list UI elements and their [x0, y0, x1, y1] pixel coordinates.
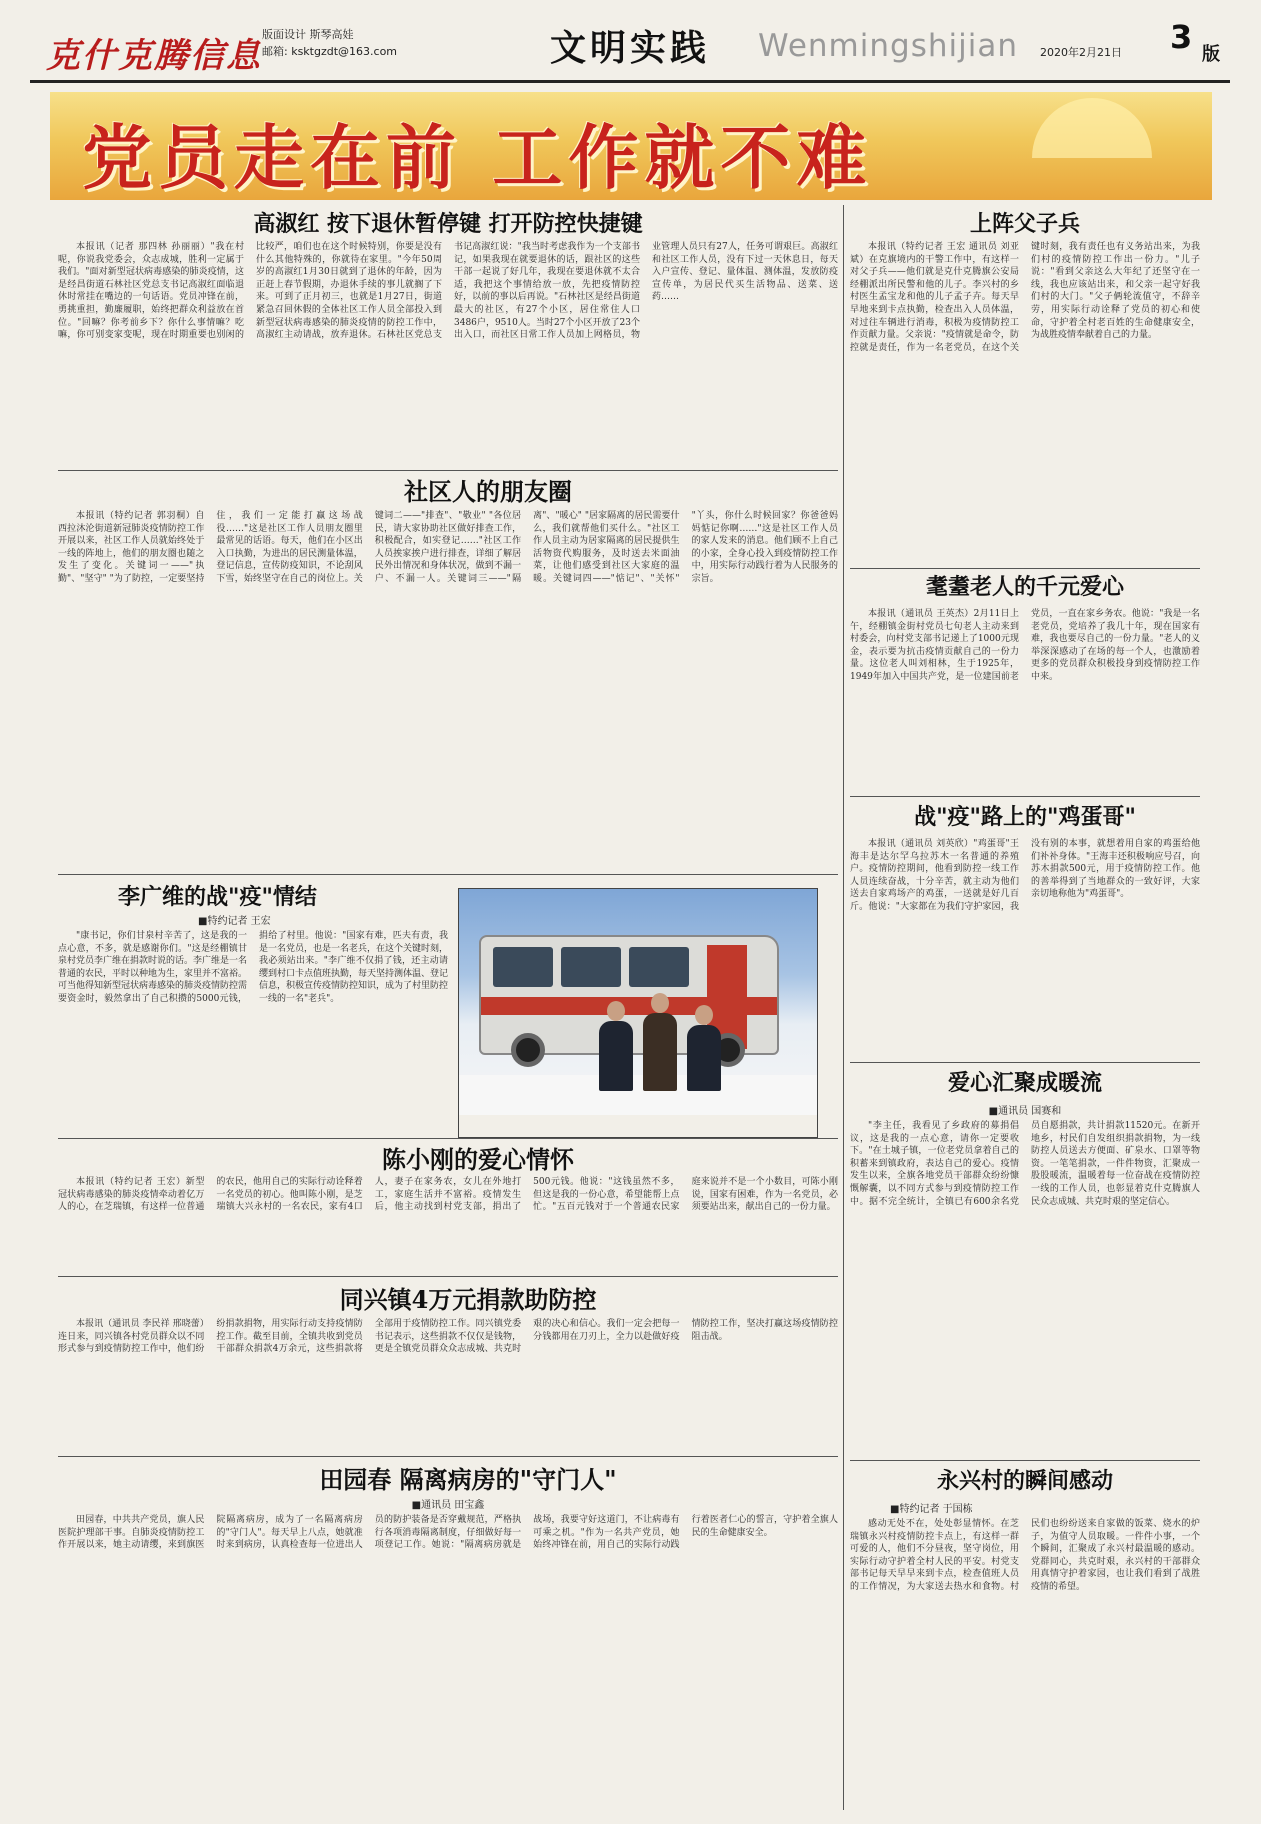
article-headline: 爱心汇聚成暖流: [947, 1070, 1102, 1096]
section-divider: [58, 1276, 838, 1277]
article-text: 本报讯（特约记者 王宏）新型冠状病毒感染的肺炎疫情牵动着亿万人的心，在芝瑞镇，有这样一位普通的农民，他用自己的实际行动诠释着一名党员的初心。他叫陈小刚，是芝瑞镇大兴永村的一名农民，家有4口人，妻子在家务农，女儿在外地打工，家庭生活并不富裕。疫情发生后，他主动找到村党支部，捐出了500元钱。他说："这钱虽然不多，但这是我的一份心意，希望能帮上点忙。"五百元钱对于一个普通农民家庭来说并不是一个小数目，可陈小刚说，国家有困难，作为一名党员，必须要站出来，献出自己的一份力量。: [58, 1177, 838, 1213]
issue-date: 2020年2月21日: [1040, 46, 1122, 59]
article-headline: 同兴镇4万元捐款助防控: [339, 1285, 597, 1314]
article-tian-yuanchun: [58, 1460, 838, 1810]
article-headline: 田园春 隔离病房的"守门人": [319, 1465, 617, 1494]
article-text: "李主任，我看见了乡政府的募捐倡议，这是我的一点心意，请你一定要收下。"在土城子镇，一位老党员拿着自己的积蓄来到镇政府，表达自己的爱心。疫情发生以来，全旗各地党员干部群众纷纷慷慨解囊，以不同方式参与到疫情防控工作中。据不完全统计，全镇已有600余名党员自愿捐款，共计捐款11520元。在新开地乡，村民们自发组织捐款捐物，为一线防控人员送去方便面、矿泉水、口罩等物资。一笔笔捐款，一件件物资，汇聚成一股股暖流，温暖着每一位奋战在疫情防控一线的工作人员，也彰显着克什克腾旗人民众志成城、共克时艰的坚定信心。: [850, 1121, 1200, 1207]
headline-banner: [50, 92, 1212, 200]
designer-credit: 版面设计 斯琴高娃: [262, 28, 354, 41]
article-text: "康书记，你们甘泉村辛苦了，这是我的一点心意，不多，就是感谢你们。"这是经棚镇甘泉村党员李广维在捐款时说的话。李广维是一名普通的农民，平时以种地为生，家里并不富裕。可当他得知新型冠状病毒感染的肺炎疫情防控需要资金时，毅然拿出了自己积攒的5000元钱，捐给了村里。他说："国家有难，匹夫有责，我是一名党员，也是一名老兵，在这个关键时刻，我必须站出来。"李广维不仅捐了钱，还主动请缨到村口卡点值班执勤，每天坚持测体温、登记信息，积极宣传疫情防控知识，成为了村里防控一线的一名"老兵"。: [58, 931, 448, 1004]
section-title: 文明实践: [550, 27, 711, 69]
section-divider: [58, 874, 838, 875]
column-divider: [843, 205, 844, 1810]
article-headline: 李广维的战"疫"情结: [118, 884, 317, 910]
article-li-guangwei: [58, 880, 448, 1132]
article-body: [850, 1120, 1200, 1452]
article-byline: ■特约记者 王宏: [198, 916, 271, 927]
article-headline: 战"疫"路上的"鸡蛋哥": [914, 804, 1136, 830]
bus-window: [629, 947, 689, 987]
person-figure: [687, 1025, 721, 1091]
article-elder-donation: [850, 570, 1200, 788]
snow-ground: [459, 1075, 817, 1115]
article-text: 本报讯（通讯员 王英杰）2月11日上午，经棚镇金街村党员七旬老人主动来到村委会，向村党支部书记递上了1000元现金，表示要为抗击疫情贡献自己的一份力量。这位老人叫刘相林，生于1925年，1949年加入中国共产党，是一位建国前老党员，一直在家乡务农。他说："我是一名老党员，党培养了我几十年，现在国家有难，我也要尽自己的一份力量。"老人的义举深深感动了在场的每一个人，也激励着更多的党员群众积极投身到疫情防控工作中来。: [850, 609, 1200, 682]
masthead-credit: [262, 26, 397, 60]
photo-caption: [459, 1115, 817, 1125]
wheel: [511, 1033, 545, 1067]
article-body: [850, 1518, 1200, 1808]
article-text: 感动无处不在，处处彰显情怀。在芝瑞镇永兴村疫情防控卡点上，有这样一群可爱的人，他们不分昼夜，坚守岗位，用实际行动守护着全村人民的平安。村党支部书记每天早早来到卡点，检查值班人员的工作情况，为大家送去热水和食物。村民们也纷纷送来自家做的饭菜、烧水的炉子，为值守人员取暖。一件件小事，一个个瞬间，汇聚成了永兴村最温暖的感动。党群同心，共克时艰，永兴村的干部群众用真情守护着家园，也让我们看到了战胜疫情的希望。: [850, 1519, 1200, 1592]
article-text: 本报讯（特约记者 郭羽桐）自西拉沐沦街道新冠肺炎疫情防控工作开展以来，社区工作人员就始终处于一线的阵地上，他们的朋友圈也随之发生了变化。关键词一——"执勤"、"坚守" "为了防控，一定要坚持住，我们一定能打赢这场战役……"这是社区工作人员朋友圈里最常见的话语。每天，他们在小区出入口执勤，为进出的居民测量体温，登记信息，宣传防疫知识，不论刮风下雪，始终坚守在自己的岗位上。关键词二——"排查"、"敬业" "各位居民，请大家协助社区做好排查工作，积极配合，如实登记……"社区工作人员挨家挨户进行排查，详细了解居民外出情况和身体状况，做到不漏一户、不漏一人。关键词三——"隔离"、"暖心" "居家隔离的居民需要什么，我们就帮他们买什么。"社区工作人员主动为居家隔离的居民提供生活物资代购服务，及时送去米面油菜，让他们感受到社区大家庭的温暖。关键词四——"惦记"、"关怀" "丫头，你什么时候回家？你爸爸妈妈惦记你啊……"这是社区工作人员的家人发来的消息。他们顾不上自己的小家，全身心投入到疫情防控工作中，用实际行动践行着为人民服务的宗旨。: [58, 511, 838, 584]
section-divider: [850, 796, 1200, 797]
section-divider: [850, 568, 1200, 569]
article-tongxing: [58, 1280, 838, 1450]
article-byline: ■通讯员 田宝鑫: [411, 1500, 485, 1511]
email-credit: 邮箱: ksktgzdt@163.com: [262, 45, 398, 58]
article-headline: 上阵父子兵: [969, 211, 1080, 237]
article-gao-shuhong: [58, 207, 838, 469]
article-text: 本报讯（通讯员 李民祥 邢晓蕾）连日来，同兴镇各村党员群众以不同形式参与到疫情防控工作中，他们纷纷捐款捐物，用实际行动支持疫情防控工作。截至目前，全镇共收到党员干部群众捐款4万余元，这些捐款将全部用于疫情防控工作。同兴镇党委书记表示，这些捐款不仅仅是钱物，更是全镇党员群众众志成城、共克时艰的决心和信心。我们一定会把每一分钱都用在刀刃上，全力以赴做好疫情防控工作，坚决打赢这场疫情防控阻击战。: [58, 1319, 838, 1355]
article-yongxing: [850, 1464, 1200, 1810]
masthead-rule: [30, 80, 1230, 83]
article-headline: 陈小刚的爱心情怀: [382, 1145, 574, 1174]
article-body: [58, 241, 838, 469]
article-body: [58, 930, 448, 1130]
article-body: [58, 1318, 838, 1448]
article-headline: 社区人的朋友圈: [404, 477, 572, 506]
article-text: 本报讯（记者 那四林 孙丽丽）"我在村呢，你说我党委会，众志成城，胜利一定属于我们。"面对新型冠状病毒感染的肺炎疫情，这是经昌街道石林社区党总支书记高淑红面临退休时常挂在嘴边的一句话语。党员冲锋在前，勇挑重担，勤廉履职，始终把群众利益放在首位。"回嘛？你考前乡下？你什么事情嘛？吃嘛，你可别变家变呢，现在时期重要也别闲的比较严，咱们也在这个时候特别，你要是没有什么其他特殊的，你就待在家里。"今年50周岁的高淑红1月30日就到了退休的年龄，因为正赶上春节假期，办退休手续的事儿就搁了下来。可到了正月初三，也就是1月27日，街道紧急召回休假的全体社区工作人员全部投入到新型冠状病毒感染的肺炎疫情的防控工作中，高淑红主动请战，放弃退休。石林社区党总支书记高淑红说："我当时考虑我作为一个支部书记，如果我现在就要退休的话，跟社区的这些干部一起说了好几年，我现在要退休就不太合适，我把这个事情给放一放，先把疫情防控好，以前的事以后再说。"石林社区是经昌街道最大的社区，有27个小区，居住常住人口3486户，9510人。当时27个小区开放了23个出入口，而社区日常工作人员加上网格员，物业管理人员只有27人，任务可谓艰巨。高淑红和社区工作人员，没有下过一天休息日，每天入户宣传、登记、量体温、测体温，发放防疫宣传单，为居民代买生活物品、送菜、送药……: [58, 242, 838, 341]
article-egg-brother: [850, 800, 1200, 1062]
article-body: [850, 838, 1200, 1060]
article-father-son: [850, 207, 1200, 565]
person-figure: [643, 1013, 677, 1091]
article-headline: 高淑红 按下退休暂停键 打开防控快捷键: [253, 211, 643, 237]
sun-decoration: [1032, 98, 1152, 158]
newspaper-logo: 克什克腾信息: [46, 36, 262, 76]
article-body: [58, 1176, 838, 1268]
section-divider: [58, 1456, 838, 1457]
article-chen-xiaogang: [58, 1140, 838, 1270]
person-figure: [599, 1021, 633, 1091]
article-headline: 永兴村的瞬间感动: [936, 1468, 1113, 1494]
article-warmth: [850, 1066, 1200, 1456]
article-byline: ■通讯员 国赛和: [988, 1106, 1062, 1117]
article-body: [850, 608, 1200, 784]
article-headline: 耄耋老人的千元爱心: [925, 574, 1124, 600]
article-text: 田园春，中共共产党员，旗人民医院护理部干事。自肺炎疫情防控工作开展以来，她主动请缨，来到旗医院隔离病房，成为了一名隔离病房的"守门人"。每天早上八点，她就准时来到病房，认真检查每一位进出人员的防护装备是否穿戴规范，严格执行各项消毒隔离制度，仔细做好每一项登记工作。她说："隔离病房就是战场，我要守好这道门，不让病毒有可乘之机。"作为一名共产党员，她始终冲锋在前，用自己的实际行动践行着医者仁心的誓言，守护着全旗人民的生命健康安全。: [58, 1515, 838, 1551]
masthead: [30, 18, 1230, 80]
banner-title: 党员走在前 工作就不难: [82, 116, 873, 199]
article-community-friends: [58, 472, 838, 870]
article-byline: ■特约记者 于国栋: [890, 1504, 973, 1515]
news-photo: [458, 888, 818, 1138]
article-body: [58, 1514, 838, 1810]
article-body: [850, 241, 1200, 561]
bus-photo: [459, 889, 817, 1115]
bus-window: [561, 947, 621, 987]
article-text: 本报讯（通讯员 刘英欣）"鸡蛋哥"王海丰是达尔罕乌拉苏木一名普通的养殖户。疫情防控期间，他看到防控一线工作人员连续奋战，十分辛苦，就主动为他们送去自家鸡场产的鸡蛋，一送就是好几百斤。他说："大家都在为我们守护家园，我没有别的本事，就想着用自家的鸡蛋给他们补补身体。"王海丰还积极响应号召，向苏木捐款500元，用于疫情防控工作。他的善举得到了当地群众的一致好评，大家亲切地称他为"鸡蛋哥"。: [850, 839, 1200, 912]
bus-window: [493, 947, 553, 987]
article-body: [58, 510, 838, 866]
article-text: 本报讯（特约记者 王宏 通讯员 刘亚斌）在克旗境内的干警工作中，有这样一对父子兵——他们就是克什克腾旗公安局经棚派出所民警和他的儿子。李兴村的乡村医生孟宝龙和他的儿子孟子卉。每天早早地来到卡点执勤，检查出入人员体温，对过往车辆进行消毒，积极为疫情防控工作贡献力量。父亲说："疫情就是命令，防控就是责任，作为一名老党员，在这个关键时刻，我有责任也有义务站出来，为我们村的疫情防控工作出一份力。"儿子说："看到父亲这么大年纪了还坚守在一线，我也应该站出来，和父亲一起守好我们村的大门。"父子俩轮流值守，不辞辛劳，用实际行动诠释了党员的初心和使命，守护着全村老百姓的生命健康安全，为战胜疫情奉献着自己的力量。: [850, 242, 1200, 353]
page-number: 3: [1170, 18, 1193, 56]
section-divider: [58, 470, 838, 471]
section-divider: [850, 1062, 1200, 1063]
section-divider: [850, 1460, 1200, 1461]
page-label: 版: [1202, 44, 1220, 65]
section-pinyin: Wenmingshijian: [758, 28, 1018, 64]
section-divider: [58, 1138, 838, 1139]
